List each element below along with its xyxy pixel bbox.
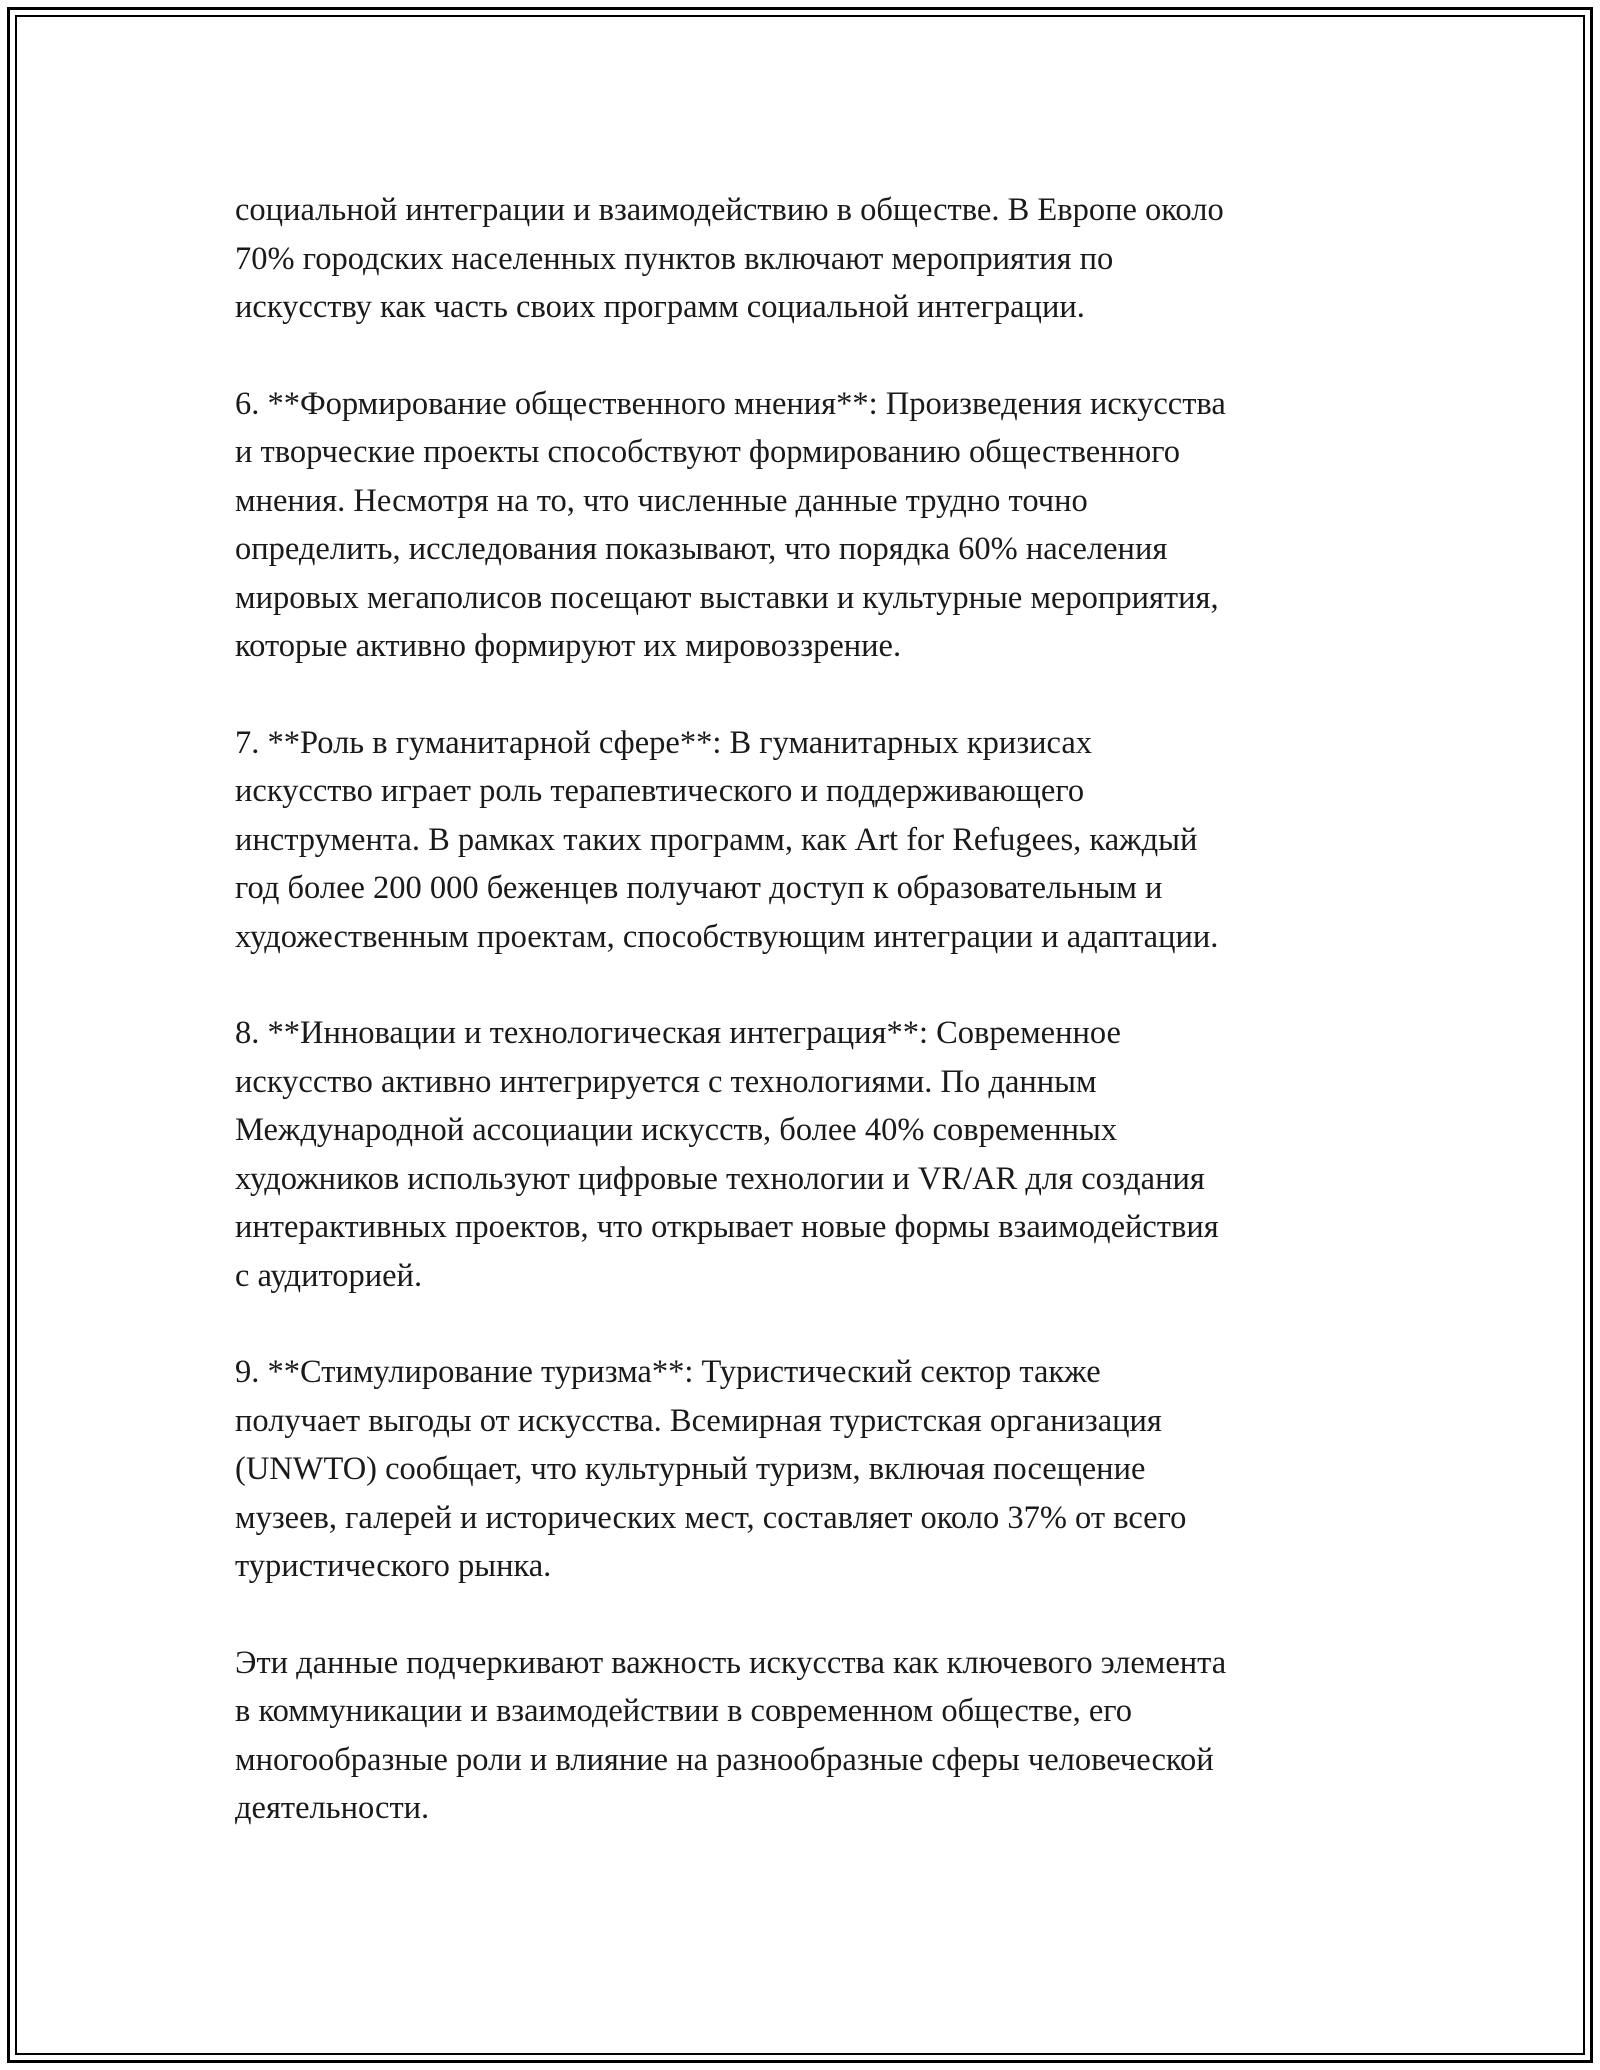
paragraph-social-integration: социальной интеграции и взаимодействию в обществе. В Европе около 70% городских населенных пунктов включают мероприятия по искусству как часть своих программ социальной интеграции. <box>235 192 1224 325</box>
paragraph-innovation: 8. **Инновации и технологическая интеграция**: Современное искусство активно интегрируется с технологиями. По данным Международной ассоциации искусств, более 40% современных художников используют цифровые технологии и VR/AR для создания интерактивных проектов, что открывает новые формы взаимодействия с аудиторией. <box>235 1015 1219 1294</box>
paragraph-conclusion: Эти данные подчеркивают важность искусства как ключевого элемента в коммуникации и взаимодействии в современном обществе, его многообразные роли и влияние на разнообразные сферы человеческой деятельности. <box>235 1644 1227 1826</box>
paragraph-humanitarian: 7. **Роль в гуманитарной сфере**: В гуманитарных кризисах искусство играет роль терапевтического и поддерживающего инструмента. В рамках таких программ, как Art for Refugees, каждый год более 200 000 беженцев получают доступ к образовательным и художественным проектам, способствующим интеграции и адаптации. <box>235 724 1219 955</box>
paragraph-public-opinion: 6. **Формирование общественного мнения**: Произведения искусства и творческие проекты способствуют формированию общественного мнения. Несмотря на то, что численные данные трудно точно определить, исследования показывают, что порядка 60% населения мировых мегаполисов посещают выставки и культурные мероприятия, которые активно формируют их мировоззрение. <box>235 385 1226 664</box>
document-body <box>235 186 1370 1881</box>
paragraph-tourism: 9. **Стимулирование туризма**: Туристический сектор также получает выгоды от искусства. Всемирная туристская организация (UNWTO) сообщает, что культурный туризм, включая посещение музеев, галерей и исторических мест, составляет около 37% от всего туристического рынка. <box>235 1354 1187 1584</box>
